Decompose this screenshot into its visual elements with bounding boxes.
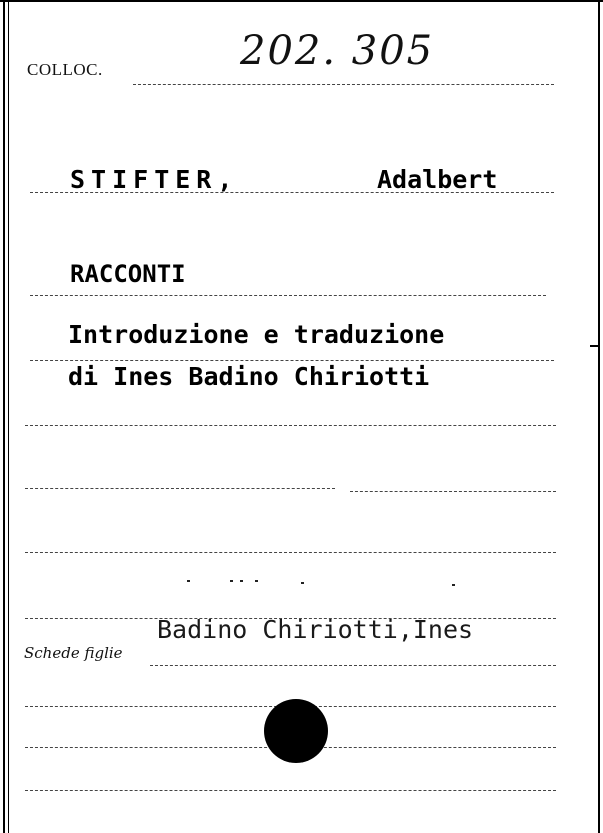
added-entry: Badino Chiriotti,Ines <box>157 615 474 644</box>
description-rule-2 <box>25 425 556 426</box>
colloc-number: 202. 305 <box>240 28 435 74</box>
title: RACCONTI <box>70 260 186 288</box>
author-given-name: Adalbert <box>377 165 498 194</box>
blank-rule-2 <box>25 552 556 553</box>
ink-speck <box>301 582 304 584</box>
blank-rule-1a <box>25 488 335 489</box>
blank-rule-1b <box>350 491 556 492</box>
card-left-border <box>3 0 5 833</box>
ink-speck <box>255 580 258 582</box>
colloc-rule <box>133 84 554 85</box>
card-top-border <box>0 0 603 2</box>
ink-speck <box>452 584 455 586</box>
ink-speck <box>187 580 190 582</box>
blank-rule-6 <box>25 790 556 791</box>
punch-hole <box>264 699 328 763</box>
description-line-1: Introduzione e traduzione <box>68 320 445 349</box>
schede-figlie-label: Schede figlie <box>24 644 123 662</box>
ink-speck <box>230 580 233 582</box>
card-right-border <box>598 0 600 833</box>
author-surname: STIFTER, <box>70 165 239 194</box>
card-edge-notch <box>590 345 600 347</box>
description-line-2: di Ines Badino Chiriotti <box>68 362 430 391</box>
colloc-label: COLLOC. <box>27 60 103 79</box>
description-rule-1 <box>30 360 554 361</box>
card-left-inner-border <box>8 0 9 833</box>
title-rule <box>30 295 546 296</box>
author-rule <box>30 192 554 193</box>
schede-rule <box>150 665 556 666</box>
ink-speck <box>240 580 243 582</box>
